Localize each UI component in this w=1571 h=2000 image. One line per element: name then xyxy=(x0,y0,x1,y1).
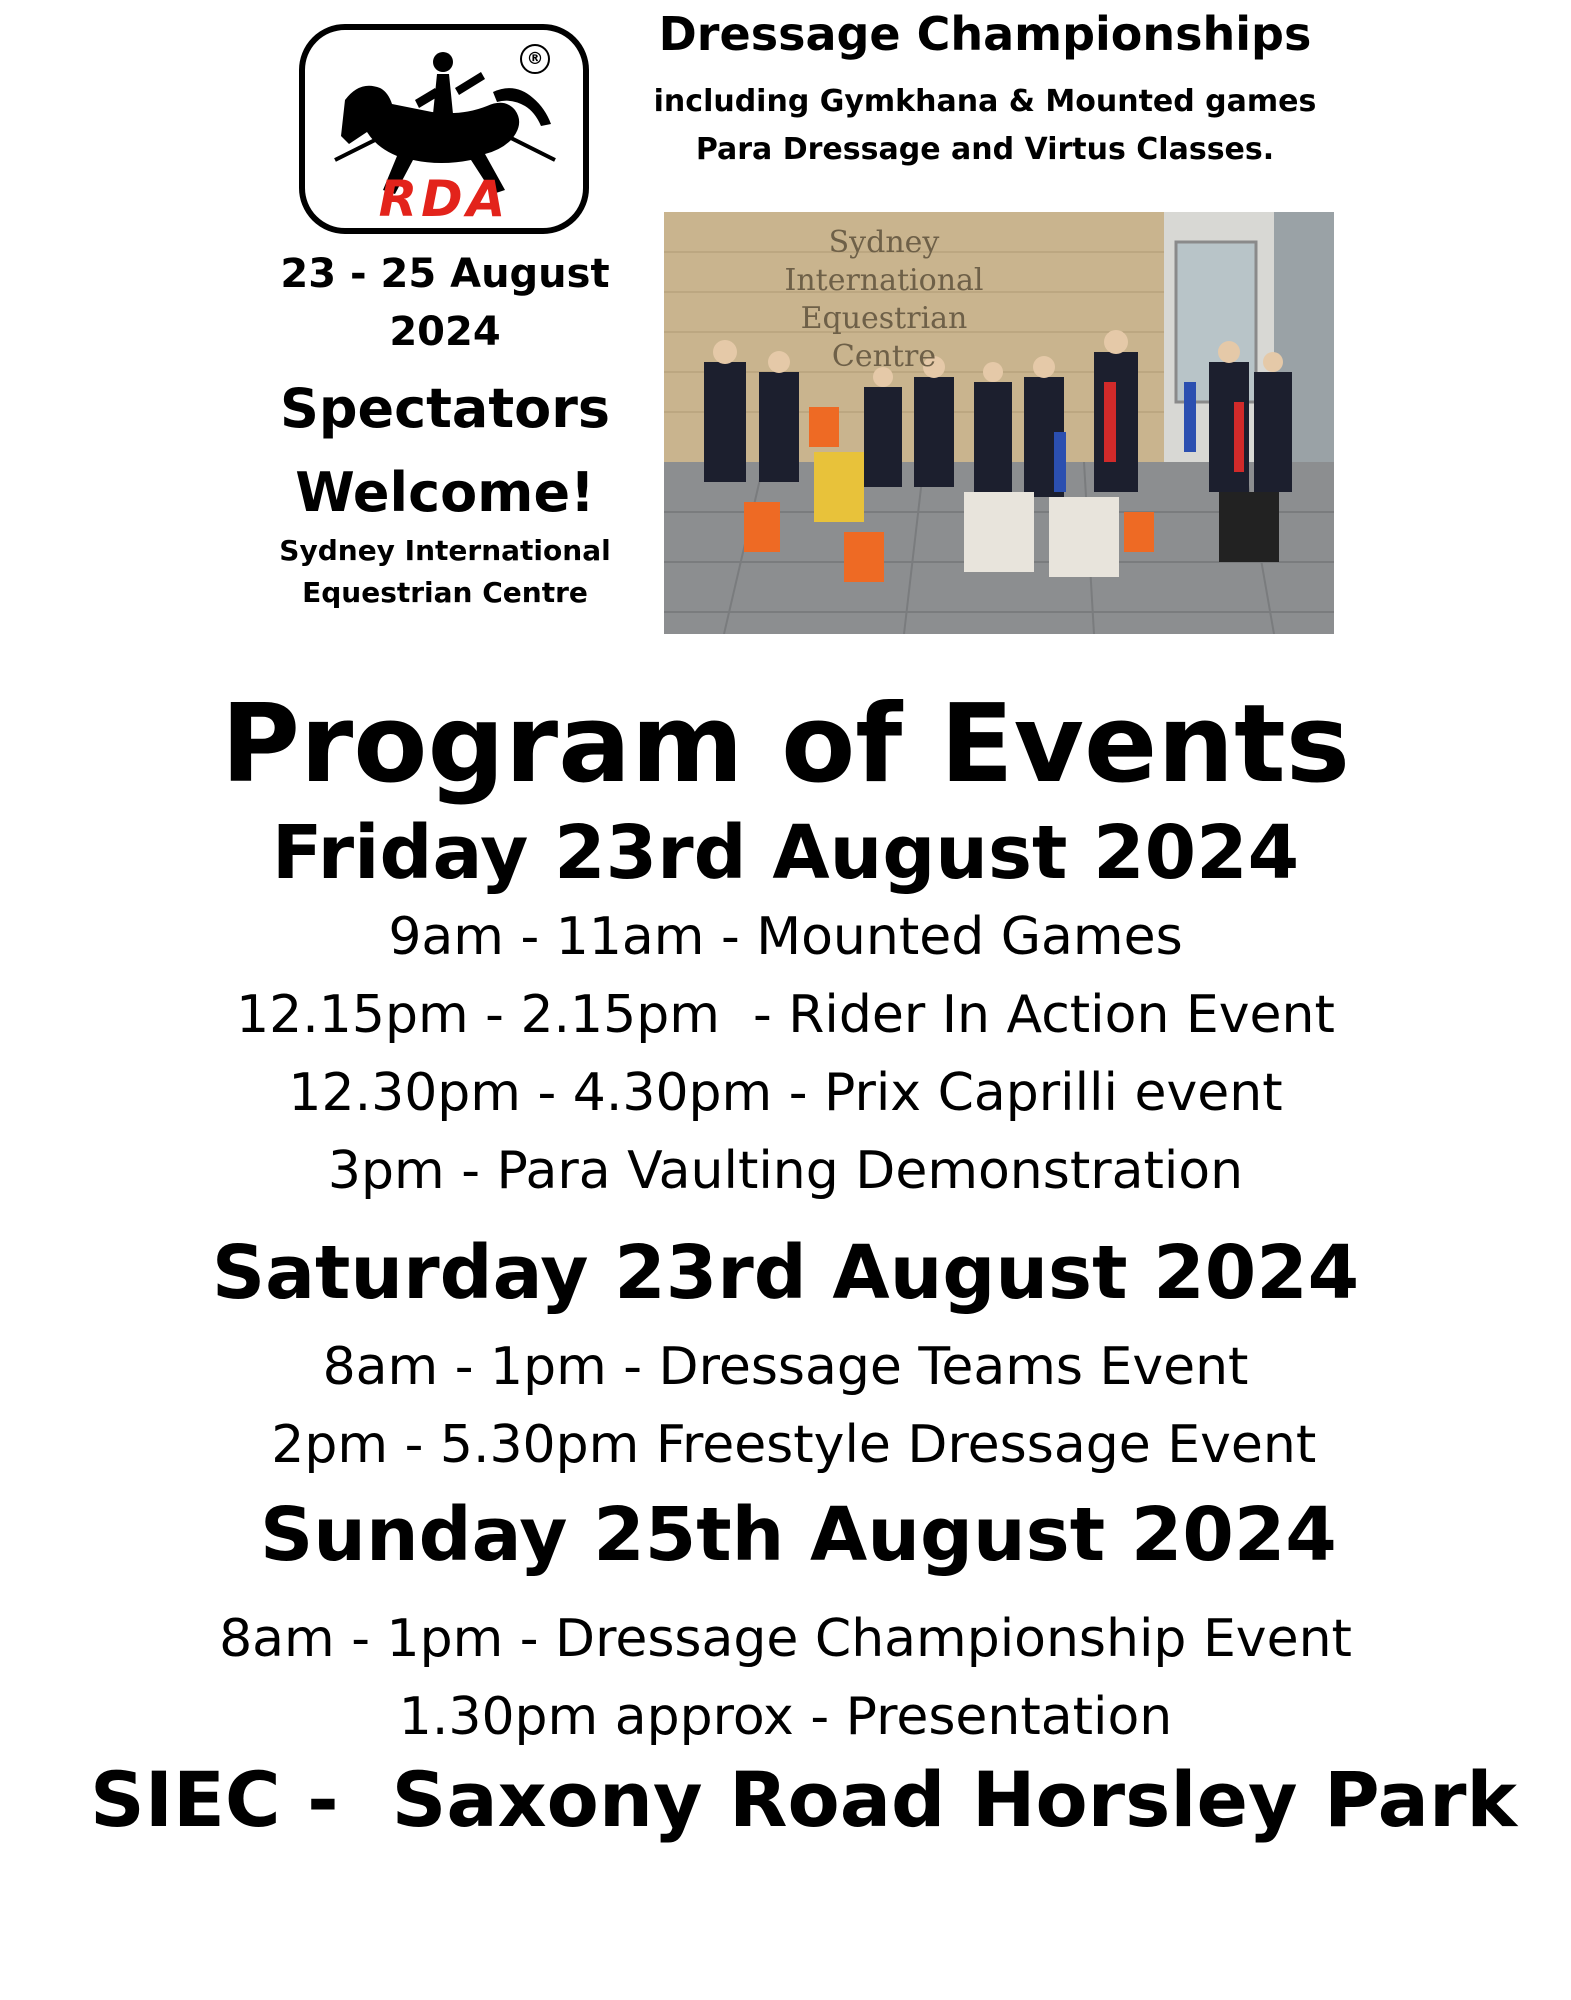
logo-text: RDA xyxy=(378,170,510,228)
subtitle-line: Para Dressage and Virtus Classes. xyxy=(695,132,1275,167)
day-heading-friday: Friday 23rd August 2024 xyxy=(271,810,1300,896)
event-item: 9am - 11am - Mounted Games xyxy=(388,907,1183,967)
event-item: 12.30pm - 4.30pm - Prix Caprilli event xyxy=(288,1063,1283,1123)
location-footer: SIEC - Saxony Road Horsley Park xyxy=(90,1755,1517,1844)
venue-line: Equestrian Centre xyxy=(302,576,588,609)
championship-subtitle xyxy=(640,78,1330,174)
day-heading-sunday: Sunday 25th August 2024 xyxy=(234,1492,1337,1578)
championship-title: Dressage Championships xyxy=(658,7,1312,61)
event-item: 8am - 1pm - Dressage Teams Event xyxy=(322,1337,1249,1397)
venue-line: Sydney International xyxy=(279,534,611,567)
spectators-line: Welcome! xyxy=(295,461,595,524)
event-dates xyxy=(260,245,630,361)
date-line: 2024 xyxy=(389,309,501,355)
day-heading-saturday: Saturday 23rd August 2024 xyxy=(211,1230,1360,1316)
spectators-line: Spectators xyxy=(279,377,611,440)
event-item: 8am - 1pm - Dressage Championship Event xyxy=(219,1609,1352,1669)
photo-sign-line: Centre xyxy=(831,339,937,374)
registered-mark: ® xyxy=(520,44,550,74)
photo-sign-line: International xyxy=(784,263,984,298)
photo-sign-line: Equestrian xyxy=(800,301,968,336)
event-item: 3pm - Para Vaulting Demonstration xyxy=(327,1141,1244,1201)
spectators-welcome xyxy=(260,367,630,535)
program-title: Program of Events xyxy=(220,682,1351,807)
event-item: 2pm - 5.30pm Freestyle Dressage Event xyxy=(254,1415,1317,1475)
venue-name xyxy=(260,530,630,614)
date-line: 23 - 25 August xyxy=(280,251,610,297)
event-item: 1.30pm approx - Presentation xyxy=(398,1687,1173,1747)
photo-illustration xyxy=(664,212,1334,634)
subtitle-line: including Gymkhana & Mounted games xyxy=(653,84,1317,119)
photo-sign-line: Sydney xyxy=(828,225,940,260)
group-photo xyxy=(664,212,1334,634)
event-item: 12.15pm - 2.15pm - Rider In Action Event xyxy=(236,985,1335,1045)
